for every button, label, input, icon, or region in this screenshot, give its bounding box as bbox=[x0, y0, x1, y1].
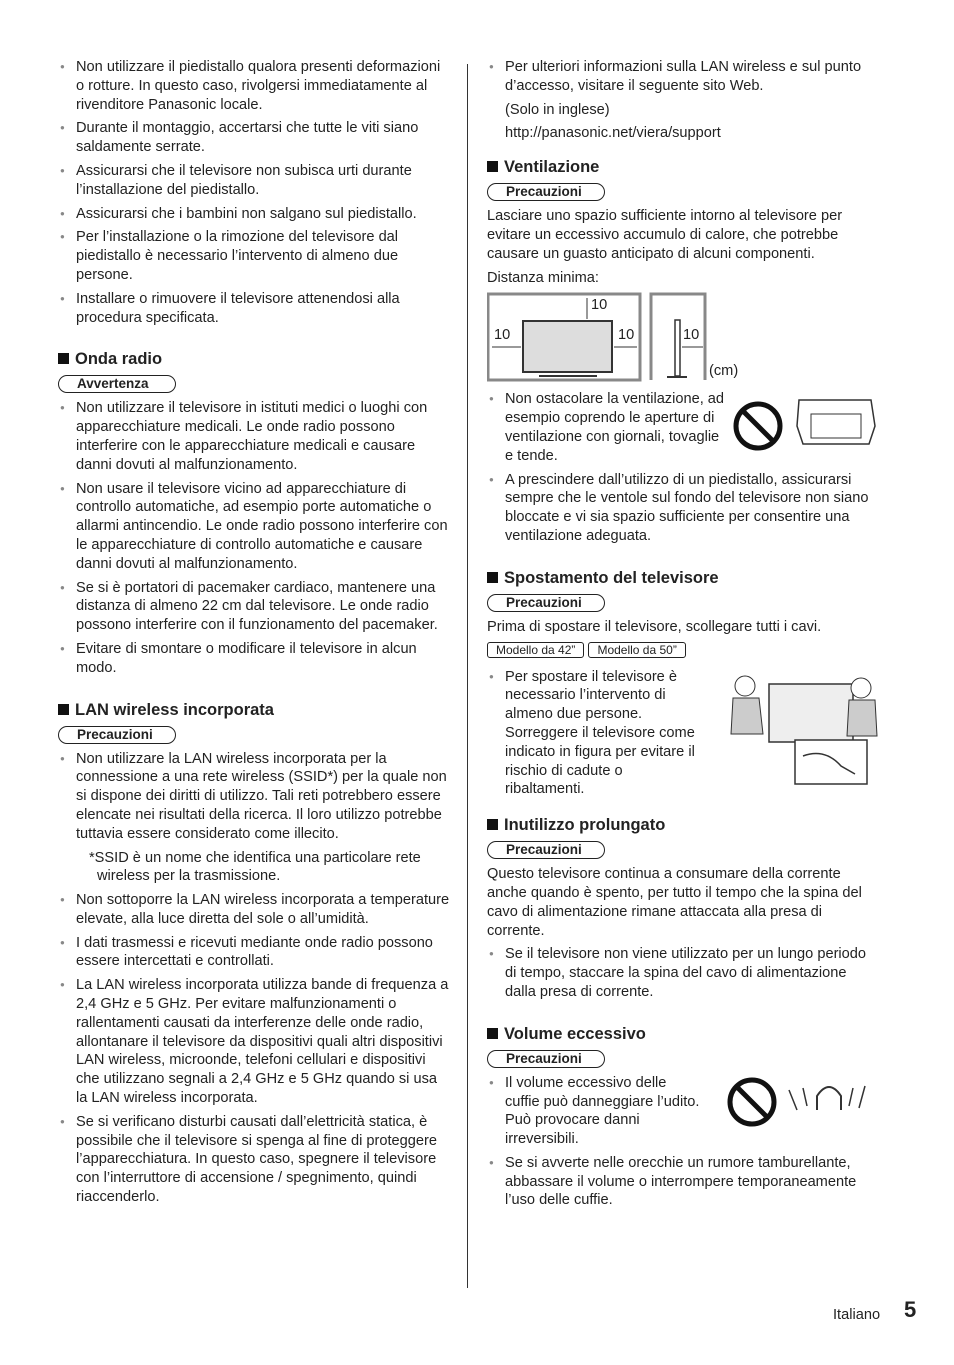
list-item: ● Evitare di smontare o modificare il televisore in alcun modo. bbox=[58, 640, 450, 678]
precautions-label: Precauzioni bbox=[487, 841, 605, 859]
tv-front-screen bbox=[523, 321, 612, 372]
list-item: ● Se si è portatori di pacemaker cardiaco, mantenere una distanza di almeno 22 cm dal televisore. Le onde radio possono interferire con il funzionamento del pacemaker. bbox=[58, 579, 450, 635]
list-item: ● Non utilizzare il piedistallo qualora presenti deformazioni o rotture. In questo caso, rivolgersi immediatamente al rivenditore Panasonic locale. bbox=[58, 58, 450, 114]
list-item: ● Per spostare il televisore è necessario l’intervento di almeno due persone. Sorreggere il televisore come indicato in figura per evitare il rischio di cadute o ribaltamenti. bbox=[487, 668, 697, 800]
list-item: ● Non ostacolare la ventilazione, ad esempio coprendo le aperture di ventilazione con giornali, tovaglie e tende. bbox=[487, 390, 725, 465]
onda-radio-bullets bbox=[58, 399, 450, 677]
prohibition-slash bbox=[743, 411, 773, 441]
support-url: http://panasonic.net/viera/support bbox=[505, 125, 721, 142]
ventilation-diagram bbox=[487, 292, 879, 384]
page-number: 5 bbox=[904, 1297, 917, 1322]
list-item: ● Non utilizzare il televisore in istituti medici o luoghi con apparecchiature medicali. Le onde radio possono interferire con le apparecchiature medicali e causare danni dovuti al malfunzionamento. bbox=[58, 399, 450, 474]
loud-sound-icon bbox=[789, 1086, 865, 1110]
right-column bbox=[487, 58, 879, 1215]
dim-side-label: 10 bbox=[683, 327, 700, 344]
section-heading-inutilizzo: Inutilizzo prolungato bbox=[487, 815, 879, 835]
list-item: ● Assicurarsi che il televisore non subisca urti durante l’installazione del piedistallo. bbox=[58, 162, 450, 200]
section-heading-onda-radio: Onda radio bbox=[58, 349, 450, 369]
dim-left-label: 10 bbox=[494, 327, 511, 344]
person-left-body bbox=[731, 698, 763, 734]
move-text: Prima di spostare il televisore, scollegare tutti i cavi. bbox=[487, 618, 822, 635]
ventilation-bullet-block bbox=[487, 390, 879, 545]
ssid-footnote: *SSID è un nome che identifica una particolare rete wireless per la trasmissione. bbox=[89, 849, 421, 885]
square-bullet-icon bbox=[58, 704, 69, 715]
precautions-label: Precauzioni bbox=[487, 1050, 605, 1068]
list-item: ● Durante il montaggio, accertarsi che tutte le viti siano saldamente serrate. bbox=[58, 119, 450, 157]
english-only-note: (Solo in inglese) bbox=[505, 101, 610, 118]
section-heading-lan: LAN wireless incorporata bbox=[58, 700, 450, 720]
model-42-tag: Modello da 42” bbox=[487, 642, 584, 658]
no-cover-illustration bbox=[731, 396, 881, 460]
list-item: ● Se si avverte nelle orecchie un rumore tamburellante, abbassare il volume o interrompere temporaneamente l’uso delle cuffie. bbox=[487, 1154, 879, 1210]
headphones-icon bbox=[817, 1087, 841, 1110]
precautions-label: Precauzioni bbox=[487, 183, 605, 201]
unit-label: (cm) bbox=[709, 363, 739, 380]
list-item: ● I dati trasmessi e ricevuti mediante onde radio possono essere intercettati e controllati. bbox=[58, 934, 450, 972]
list-item: ● Il volume eccessivo delle cuffie può danneggiare l’udito. Può provocare danni irreversibili. bbox=[487, 1074, 703, 1149]
dim-top-label: 10 bbox=[591, 297, 608, 314]
list-item: ● A prescindere dall’utilizzo di un piedistallo, assicurarsi sempre che le ventole sul fondo del televisore non siano bloccate e vi sia spazio sufficiente per consentire una ventilazione adeguata. bbox=[487, 471, 879, 546]
dim-right-label: 10 bbox=[618, 327, 635, 344]
ventilation-text: Lasciare uno spazio sufficiente intorno al televisore per evitare un eccessivo accumulo di calore, che potrebbe causare un guasto anticipato di alcuni componenti. bbox=[487, 208, 843, 262]
square-bullet-icon bbox=[58, 353, 69, 364]
prohibition-slash bbox=[737, 1087, 767, 1117]
section-heading-ventilazione: Ventilazione bbox=[487, 157, 879, 177]
carry-tv-illustration bbox=[729, 670, 879, 788]
warning-label: Avvertenza bbox=[58, 375, 176, 393]
footer-language: Italiano bbox=[833, 1307, 881, 1323]
list-item: ● Per l’installazione o la rimozione del televisore dal piedistallo è necessario l’intervento di almeno due persone. bbox=[58, 228, 450, 284]
model-50-tag: Modello da 50” bbox=[588, 642, 685, 658]
person-right-head bbox=[851, 678, 871, 698]
stand-bullets bbox=[58, 58, 450, 327]
list-item: ● Se si verificano disturbi causati dall’elettricità statica, è possibile che il televisore si spenga al fine di proteggere l’apparecchiatura. In questo caso, spegnere il televisore con l’interruttore di accensione / spegnimento, quindi riaccenderlo. bbox=[58, 1113, 450, 1207]
precautions-label: Precauzioni bbox=[487, 594, 605, 612]
section-heading-volume: Volume eccessivo bbox=[487, 1024, 879, 1044]
left-column bbox=[58, 58, 450, 1212]
covered-tv-icon bbox=[797, 400, 875, 444]
moving-bullet-block bbox=[487, 668, 879, 800]
list-item: ● La LAN wireless incorporata utilizza bande di frequenza a 2,4 GHz e 5 GHz. Per evitare malfunzionamenti o rallentamenti causati da interferenze delle onde radio, allontanare il televisore da dispositivi quali altri dispositivi LAN wireless, microonde, telefoni cellulari e dispositivi che utilizzano segnali a 2,4 GHz e 5 GHz quando si usa la LAN wireless incorporata. bbox=[58, 976, 450, 1108]
list-item: ● Installare o rimuovere il televisore attenendosi alla procedura specificata. bbox=[58, 290, 450, 328]
list-item: ● Non sottoporre la LAN wireless incorporata a temperature elevate, alla luce diretta del sole o all’umidità. bbox=[58, 891, 450, 929]
carried-tv-icon bbox=[769, 684, 853, 742]
lan-bullets bbox=[58, 891, 450, 1207]
list-item: ● Non utilizzare la LAN wireless incorporata per la connessione a una rete wireless (SSID*) per la quale non si dispone dei diritti di utilizzo. Tali reti potrebbero essere elencate nei risultati della ricerca. Il loro utilizzo potrebbe tuttavia essere considerato come illecito. bbox=[58, 750, 450, 844]
headphones-illustration bbox=[725, 1074, 885, 1130]
list-item: ● Per ulteriori informazioni sulla LAN wireless e sul punto d’accesso, visitare il seguente sito Web. bbox=[487, 58, 879, 96]
tv-side-profile bbox=[675, 320, 680, 376]
square-bullet-icon bbox=[487, 161, 498, 172]
precautions-label: Precauzioni bbox=[58, 726, 176, 744]
list-item: ● Assicurarsi che i bambini non salgano sul piedistallo. bbox=[58, 205, 450, 224]
standby-text: Questo televisore continua a consumare della corrente anche quando è spento, per tutto il tempo che la spina del cavo di alimentazione rimane attaccata alla presa di corrente. bbox=[487, 866, 862, 939]
list-item: ● Non usare il televisore vicino ad apparecchiature di controllo automatiche, ad esempio porte automatiche o allarmi antincendio. Le onde radio possono interferire con le apparecchiature di controllo automatiche e causare danni dovuti al malfunzionamento. bbox=[58, 480, 450, 574]
list-item: ● Se il televisore non viene utilizzato per un lungo periodo di tempo, staccare la spina del cavo di alimentazione dalla presa di corrente. bbox=[487, 945, 879, 1001]
model-tags bbox=[487, 640, 879, 664]
section-heading-spostamento: Spostamento del televisore bbox=[487, 568, 879, 588]
column-divider bbox=[467, 64, 468, 1288]
person-right-body bbox=[847, 700, 877, 736]
min-distance-label: Distanza minima: bbox=[487, 269, 599, 286]
volume-bullet-block bbox=[487, 1074, 879, 1211]
square-bullet-icon bbox=[487, 1028, 498, 1039]
square-bullet-icon bbox=[487, 819, 498, 830]
hand-detail-frame bbox=[795, 740, 867, 784]
person-left-head bbox=[735, 676, 755, 696]
square-bullet-icon bbox=[487, 572, 498, 583]
